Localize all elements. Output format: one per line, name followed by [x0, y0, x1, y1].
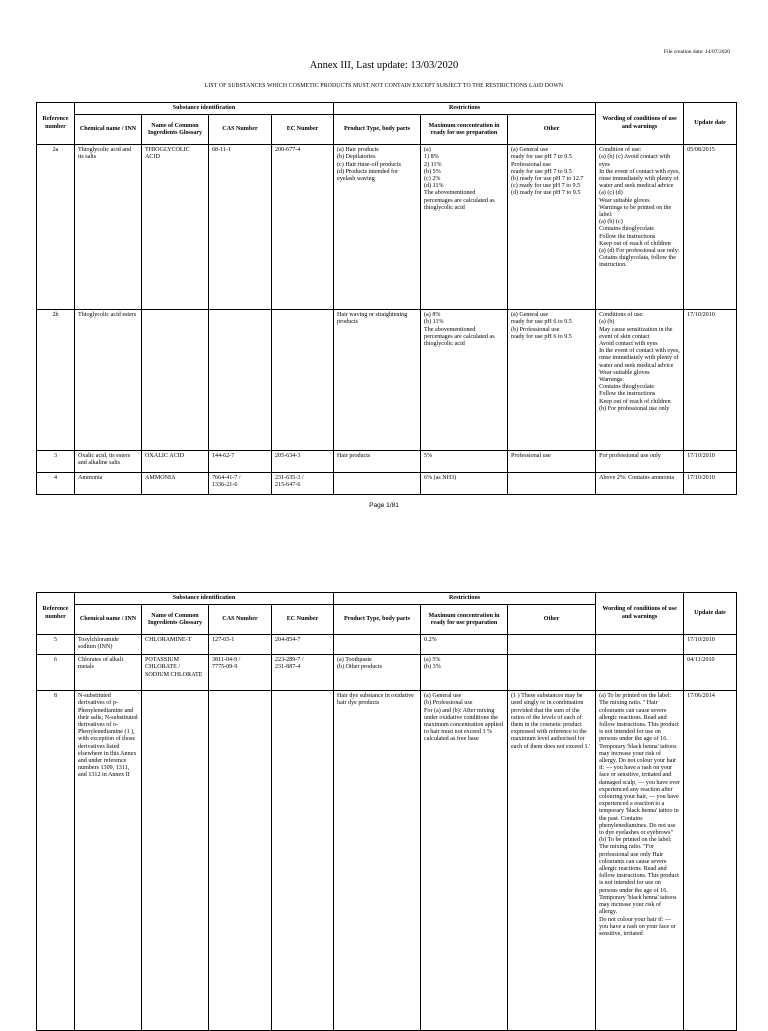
header-restrictions: Restrictions	[334, 103, 596, 115]
cell-ec: 204-854-7	[272, 635, 334, 655]
cell-max-concentration: (a) 8% (b) 11% The abovementioned percentages are calculated as thioglycolic acid	[421, 310, 508, 451]
cell-chemical-name: Ammonia	[75, 473, 142, 495]
cell-wording: Above 2%: Contains ammonia	[596, 473, 684, 495]
header-max-concentration: Maximum concentration in ready for use preparation	[421, 115, 508, 145]
cell-cas	[209, 691, 272, 1031]
header-substance-identification: Substance identification	[75, 593, 334, 605]
cell-common-name: POTASSIUM CHLORATE / SODIUM CHLORATE	[142, 655, 209, 691]
cell-common-name: OXALIC ACID	[142, 451, 209, 473]
header-max-concentration: Maximum concentration in ready for use preparation	[421, 605, 508, 635]
cell-update-date: 17/10/2010	[684, 473, 737, 495]
table-row	[37, 473, 737, 495]
cell-other: (a) General use ready for use pH 6 to 9.5 (b) Professional use ready for use pH 6 to 9.5	[508, 310, 596, 451]
cell-max-concentration: (a) General use (b) Professional use For (a) and (b): After mixing under oxidative conditions the maximum concentration applied to hair must not exceed 3 % calculated as free base	[421, 691, 508, 1031]
cell-update-date: 17/10/2010	[684, 310, 737, 451]
cell-max-concentration: 0.2%	[421, 635, 508, 655]
header-other: Other	[508, 115, 596, 145]
cell-ec	[272, 691, 334, 1031]
cell-chemical-name: Thioglycolic acid esters	[75, 310, 142, 451]
cell-product-type: (a) Toothpaste (b) Other products	[334, 655, 421, 691]
header-update-date: Update date	[684, 593, 737, 635]
cell-other	[508, 473, 596, 495]
cell-cas: 68-11-1	[209, 145, 272, 310]
cell-wording: Condition of use: (a) (b) (c) Avoid contact with eyes In the event of contact with eyes, rinse immediately with plenty of water and seek medical advice (a) (c) (d) Wear suitable gloves Warnings to be printed on the label: (a) (b) (c) Contains thioglycolate Follow the instructions Keep out of reach of children (a) (d) For professional use only: Cotains thiglycolata, follow the instruction.	[596, 145, 684, 310]
table-row	[37, 691, 737, 1031]
header-restrictions: Restrictions	[334, 593, 596, 605]
header-other: Other	[508, 605, 596, 635]
cell-wording: (a) To be printed on the label: The mixing ratio. '' Hair colourants can cause severe allergic reactions. Read and follow instructions. This product is not intended for use on persons under the age of 16. Temporary 'black henna' tattoos may increase your risk of allergy. Do not colour your hair if: — you have a rash on your face or sensitive, irritated and damaged scalp, — you have ever experienced any reaction after colouring your hair, — you have experienced a reaction to a temporary 'black henna' tattoo in the past. Contains phenylenediamines. Do not use to dye eyelashes or eyebrows" (b) To be printed on the label: The mixing ratio. "For professional use only Hair colourants can cause severe allergic reactions. Read and follow instructions. This product is not intended for use on persons under the age of 16. Temporary 'black henna' tattoos may increase your risk of allergy. Do not colour your hair if: — you have a rash on your face or sensitive, irritated	[596, 691, 684, 1031]
cell-common-name: CHLORAMINE-T	[142, 635, 209, 655]
cell-common-name: THIOGLYCOLIC ACID	[142, 145, 209, 310]
cell-ec: 205-634-3	[272, 451, 334, 473]
cell-chemical-name: Tosylchloramide sodium (INN)	[75, 635, 142, 655]
cell-other: (a) General use ready for use pH 7 to 9.5 Professional use ready for use pH 7 to 9.5 (b) ready for use pH 7 to 12.7 (c) ready for use pH 7 to 9.5 (d) ready for use pH 7 to 9.5	[508, 145, 596, 310]
cell-product-type: Hair dye substance in oxidative hair dye products	[334, 691, 421, 1031]
cell-max-concentration: 6% (as NH3)	[421, 473, 508, 495]
cell-ref: 2b	[37, 310, 75, 451]
cell-ec: 231-635-3 / 215-647-6	[272, 473, 334, 495]
cell-common-name	[142, 310, 209, 451]
cell-max-concentration: 5%	[421, 451, 508, 473]
cell-wording	[596, 635, 684, 655]
substances-table-page-2	[36, 592, 737, 1031]
cell-max-concentration: (a) 5% (b) 3%	[421, 655, 508, 691]
cell-chemical-name: Chlorates of alkali metals	[75, 655, 142, 691]
header-ec-number: EC Number	[272, 115, 334, 145]
cell-update-date: 05/08/2015	[684, 145, 737, 310]
header-common-name: Name of Common Ingredients Glossary	[142, 115, 209, 145]
cell-ref: 4	[37, 473, 75, 495]
cell-update-date: 04/11/2010	[684, 655, 737, 691]
header-wording: Wording of conditions of use and warnings	[596, 103, 684, 145]
cell-ref: 2a	[37, 145, 75, 310]
header-cas-number: CAS Number	[209, 605, 272, 635]
cell-product-type	[334, 635, 421, 655]
cell-update-date: 17/06/2014	[684, 691, 737, 1031]
cell-ref: 6	[37, 655, 75, 691]
header-reference-number: Reference number	[37, 103, 75, 145]
cell-common-name	[142, 691, 209, 1031]
annex-title: Annex III, Last update: 13/03/2020	[309, 60, 459, 71]
cell-ref: 5	[37, 635, 75, 655]
cell-ref: 3	[37, 451, 75, 473]
cell-wording: Conditions of use: (a) (b) May cause sensitization in the event of skin contact Avoid contact with eyes In the event of contact with eyes, rinse immediately with plenty of water and seek medical advice Wear suitable gloves Warnings: Contains thioglycolate Follow the instructions Keep out of reach of children (b) For professional use only	[596, 310, 684, 451]
list-title: LIST OF SUBSTANCES WHICH COSMETIC PRODUCTS MUST NOT CONTAIN EXCEPT SUBJECT TO THE RESTRICTIONS LAID DOWN	[204, 83, 564, 89]
table-row	[37, 310, 737, 451]
cell-chemical-name: Thioglycolic acid and its salts	[75, 145, 142, 310]
header-chemical-name: Chemical name / INN	[75, 115, 142, 145]
substances-table-page-1	[36, 102, 737, 495]
cell-product-type: Hair waving or straightening products	[334, 310, 421, 451]
header-ec-number: EC Number	[272, 605, 334, 635]
cell-cas: 3811-04-9 / 7775-09-9	[209, 655, 272, 691]
header-product-type: Product Type, body parts	[334, 115, 421, 145]
page-number: Page 1/81	[369, 502, 399, 509]
cell-max-concentration: (a) 1) 8% 2) 11% (b) 5% (c) 2% (d) 11% The abovementioned percentages are calculated as thioglycolic acid	[421, 145, 508, 310]
cell-cas	[209, 310, 272, 451]
cell-ec: 223-289-7 / 231-887-4	[272, 655, 334, 691]
cell-cas: 127-65-1	[209, 635, 272, 655]
cell-cas: 7664-41-7 / 1336-21-6	[209, 473, 272, 495]
header-update-date: Update date	[684, 103, 737, 145]
cell-other: (1 ) These substances may be used singly or in combination provided that the sum of the ratios of the levels of each of them in the cosmetic product expressed with reference to the maximum level authorised for each of them does not exceed 1.'	[508, 691, 596, 1031]
cell-chemical-name: Oxalic acid, its esters and alkaline salts	[75, 451, 142, 473]
cell-product-type: Hair products	[334, 451, 421, 473]
header-cas-number: CAS Number	[209, 115, 272, 145]
cell-other	[508, 635, 596, 655]
file-creation-date: File creation date: 14/07/2020	[663, 49, 730, 55]
header-product-type: Product Type, body parts	[334, 605, 421, 635]
header-common-name: Name of Common Ingredients Glossary	[142, 605, 209, 635]
cell-other: Professional use	[508, 451, 596, 473]
cell-update-date: 17/10/2010	[684, 451, 737, 473]
cell-common-name: AMMONIA	[142, 473, 209, 495]
cell-ec	[272, 310, 334, 451]
cell-product-type	[334, 473, 421, 495]
cell-other	[508, 655, 596, 691]
table-row	[37, 145, 737, 310]
cell-wording: For professional use only	[596, 451, 684, 473]
table-row	[37, 451, 737, 473]
table-row	[37, 635, 737, 655]
cell-chemical-name: N-substituted derivatives of p-Phenylenediamine and their salts; N-substituted derivatives of o-Phenylenediamine (1 ), with exception of those derivatives listed elsewhere in this Annex and under reference numbers 1309, 1311, and 1312 in Annex II	[75, 691, 142, 1031]
header-chemical-name: Chemical name / INN	[75, 605, 142, 635]
cell-wording	[596, 655, 684, 691]
table-row	[37, 655, 737, 691]
cell-product-type: (a) Hair products (b) Depilatories (c) Hair rinse-off products (d) Products intended for eyelash waving	[334, 145, 421, 310]
cell-ref: 8	[37, 691, 75, 1031]
header-reference-number: Reference number	[37, 593, 75, 635]
cell-update-date: 17/10/2010	[684, 635, 737, 655]
cell-cas: 144-62-7	[209, 451, 272, 473]
header-substance-identification: Substance identification	[75, 103, 334, 115]
header-wording: Wording of conditions of use and warnings	[596, 593, 684, 635]
cell-ec: 200-677-4	[272, 145, 334, 310]
